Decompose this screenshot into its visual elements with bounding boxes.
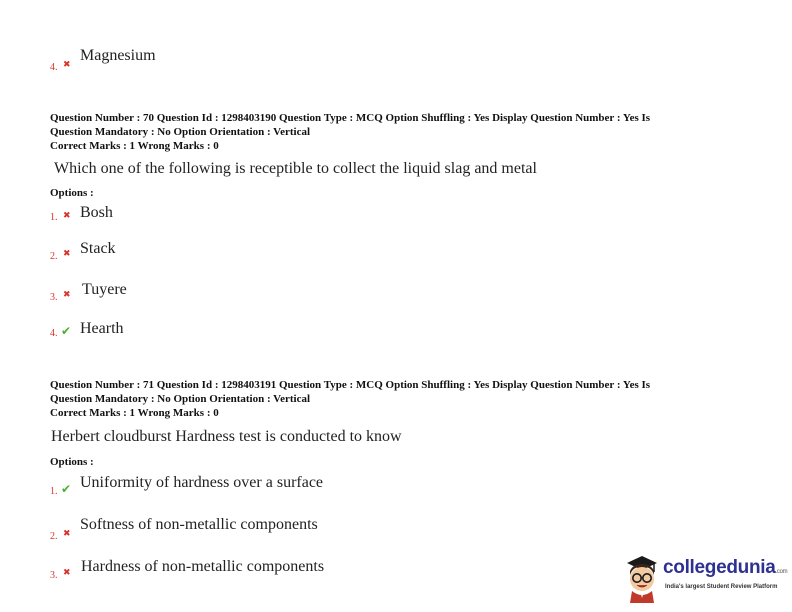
wrong-mark-icon: ✖ — [63, 60, 71, 70]
logo-tagline: India's largest Student Review Platform — [665, 584, 778, 590]
option-number: 1. — [50, 486, 58, 497]
option-number: 2. — [50, 251, 58, 262]
option-text: Hearth — [80, 320, 124, 337]
option-text: Uniformity of hardness over a surface — [80, 474, 324, 491]
question-meta — [50, 111, 650, 153]
option-text: Bosh — [80, 204, 113, 221]
question-marks: Correct Marks : 1 Wrong Marks : 0 — [50, 140, 219, 152]
option-number: 4. — [50, 62, 58, 73]
logo-wordmark: collegedunia.com — [663, 557, 788, 578]
options-label: Options : — [50, 187, 94, 199]
option-text: Softness of non-metallic components — [80, 516, 318, 533]
question-meta-line2: Question Mandatory : No Option Orientation : Vertical — [50, 393, 311, 405]
option-number: 2. — [50, 531, 58, 542]
wrong-mark-icon: ✖ — [63, 249, 71, 259]
correct-check-icon: ✔ — [61, 324, 72, 338]
question-meta-line1: Question Number : 71 Question Id : 1298403191 Question Type : MCQ Option Shuffling : Yes Display Question Number : Yes Is — [50, 379, 651, 391]
question-text: Which one of the following is receptible to collect the liquid slag and metal — [54, 160, 537, 177]
option-number: 3. — [50, 292, 58, 303]
logo-domain: .com — [775, 569, 788, 575]
option-number: 1. — [50, 212, 58, 223]
wrong-mark-icon: ✖ — [63, 568, 71, 578]
question-text: Herbert cloudburst Hardness test is conducted to know — [51, 428, 402, 445]
correct-check-icon: ✔ — [61, 482, 72, 496]
option-text: Tuyere — [82, 281, 127, 298]
option-text: Hardness of non-metallic components — [81, 558, 325, 575]
option-text: Magnesium — [80, 47, 156, 64]
mascot-icon — [621, 551, 663, 603]
wrong-mark-icon: ✖ — [63, 211, 71, 221]
question-meta — [50, 378, 650, 420]
option-text: Stack — [80, 240, 116, 257]
question-meta-line1: Question Number : 70 Question Id : 1298403190 Question Type : MCQ Option Shuffling : Yes Display Question Number : Yes Is — [50, 112, 651, 124]
option-number: 4. — [50, 328, 58, 339]
collegedunia-logo — [621, 551, 786, 606]
wrong-mark-icon: ✖ — [63, 529, 71, 539]
options-label: Options : — [50, 456, 94, 468]
question-meta-line2: Question Mandatory : No Option Orientation : Vertical — [50, 126, 311, 138]
question-marks: Correct Marks : 1 Wrong Marks : 0 — [50, 407, 219, 419]
wrong-mark-icon: ✖ — [63, 290, 71, 300]
option-number: 3. — [50, 570, 58, 581]
